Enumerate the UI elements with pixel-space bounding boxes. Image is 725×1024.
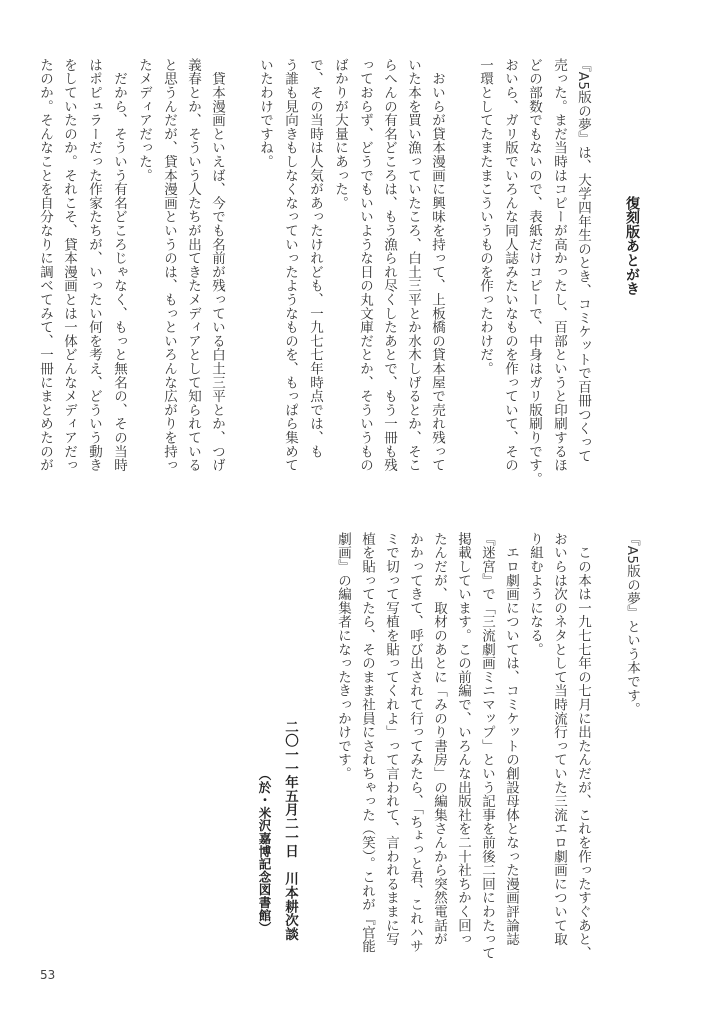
page-number: 53 — [40, 968, 56, 982]
text-column: かかってきて、呼び出されて行ってみたら、「ちょっと君、これハサ — [407, 532, 423, 954]
text-column: り組むようになる。 — [527, 532, 543, 657]
text-column: ミで切って写植を貼ってくれよ」って言われて、言われるままに写 — [383, 532, 399, 946]
text-column: だから、そういう有名どころじゃなく、もっと無名の、その当時 — [111, 58, 127, 472]
text-column: う誰も見向きもしなくなっていったようなものを、もっぱら集めて — [282, 58, 298, 472]
text-column: 貸本漫画といえば、今でも名前が残っている白土三平とか、つげ — [209, 58, 225, 472]
text-column: 一環としてたまたまこういうものを作ったわけだ。 — [477, 58, 493, 376]
text-column: たんだが、取材のあとに「みのり書房」の編集さんから突然電話が — [431, 532, 447, 946]
text-column: らへんの有名どころは、もう漁られ尽くしたあとで、もう一冊も残 — [381, 58, 397, 472]
text-column: はポピュラーだった作家たちが、いったい何を考え、どういう動き — [86, 58, 102, 472]
text-column: いた本を買い漁っていたころ、白土三平とか水木しげるとか、そこ — [405, 58, 421, 472]
text-column: 植を貼ってたら、そのまま社員にされちゃった（笑）。これが『官能 — [359, 532, 375, 954]
text-column: 『迷宮』で「三流劇画ミニマップ」という記事を前後二回にわたって — [479, 532, 495, 960]
text-column: っておらず、どうでもいいような日の丸文庫だとか、そういうもの — [357, 58, 373, 472]
text-column: この本は一九七七年の七月に出たんだが、これを作ったすぐあと、 — [575, 532, 591, 960]
text-column: ばかりが大量にあった。 — [332, 58, 348, 210]
text-column: エロ劇画については、コミケットの創設母体となった漫画評論誌 — [503, 532, 519, 946]
signature-date-author: 二〇一一年五月二一日 川本耕次談 — [282, 720, 298, 941]
text-column: 『A5版の夢』という本です。 — [624, 532, 640, 717]
text-column: おいらは次のネタとして当時流行っていた三流エロ劇画について取 — [551, 532, 567, 946]
text-column: たのか。そんなことを自分なりに調べてみて、一冊にまとめたのが — [37, 58, 53, 472]
text-column: 掲載しています。この前編で、いろんな出版社を二十社ちかく回っ — [455, 532, 471, 946]
text-column: と思うんだが、貸本漫画というのは、もっといろんな広がりを持っ — [161, 58, 177, 472]
text-column: たメディアだった。 — [136, 58, 152, 183]
text-column: 義春とか、そういう人たちが出てきたメディアとして知られている — [185, 58, 201, 472]
text-column: 劇画』の編集者になったきっかけです。 — [335, 532, 351, 781]
text-column: をしていたのか。それこそ、貸本漫画とは一体どんなメディアだっ — [61, 58, 77, 472]
text-column: で、その当時は人気があったけれども、一九七七年時点では、も — [307, 58, 323, 459]
text-column: おいらが貸本漫画に興味を持って、上板橋の貸本屋で売れ残って — [429, 58, 445, 472]
signature-location: （於・米沢嘉博記念図書館） — [257, 768, 272, 935]
text-column: 『A5版の夢』は、大学四年生のとき、コミケットで百冊つくって — [575, 58, 591, 463]
page-title: 復刻版あとがき — [624, 196, 640, 297]
text-column: 売った。まだ当時はコピーが高かったし、百部というと印刷するほ — [551, 58, 567, 472]
text-column: おいら、ガリ版でいろんな同人誌みたいなものを作っていて、その — [502, 58, 518, 472]
text-column: どの部数でもないので、表紙だけコピーで、中身はガリ版刷りです。 — [526, 58, 542, 486]
text-column: いたわけですね。 — [257, 58, 273, 169]
